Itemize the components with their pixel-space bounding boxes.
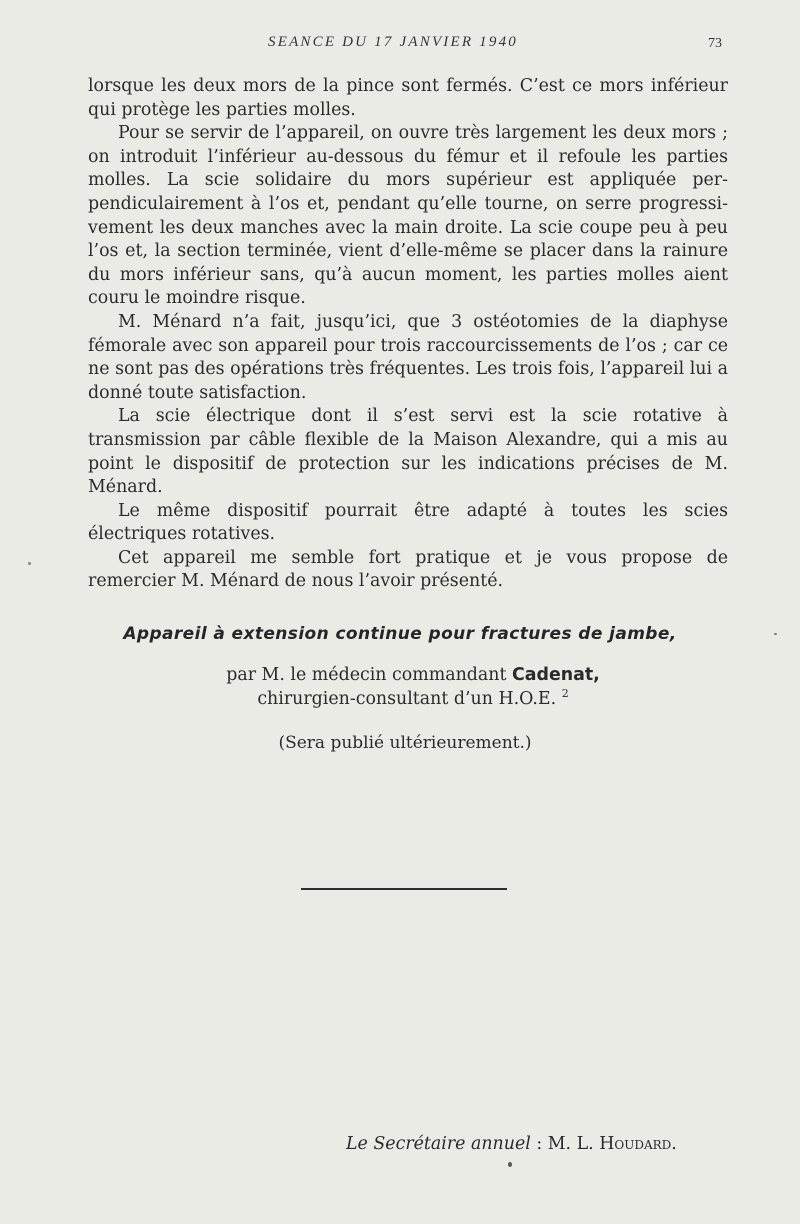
running-head: SEANCE DU 17 JANVIER 1940: [268, 34, 518, 50]
footnote-mark: 2: [561, 686, 569, 700]
ink-speck: [28, 562, 31, 565]
paragraph: M. Ménard n’a fait, jusqu’ici, que 3 ostéotomies de la diaphyse fémorale avec son appareil pour trois raccourcissements de l’os ; car ce ne sont pas des opérations très fréquentes. Les trois fois, l’appareil lui a donné toute satisfaction.: [88, 311, 728, 403]
body-text: [88, 75, 728, 594]
byline-prefix: par M. le médecin commandant: [226, 665, 507, 685]
ink-speck: [774, 633, 777, 635]
section-divider: [301, 888, 507, 890]
paragraph: lorsque les deux mors de la pince sont fermés. C’est ce mors inférieur qui protège les parties molles.: [88, 76, 728, 120]
ink-speck: [508, 1162, 512, 1167]
author-name: Cadenat,: [512, 665, 600, 685]
paragraph: Pour se servir de l’appareil, on ouvre très largement les deux mors ; on introduit l’inférieur au-dessous du fémur et il refoule les parties molles. La scie solidaire du mors supérieur est appliquée perpendiculairement à l’os et, pendant qu’elle tourne, on serre progressivement les deux manches avec la main droite. La scie coupe peu à peu l’os et, la section terminée, vient d’elle-même se placer dans la rainure du mors inférieur sans, qu’à aucun moment, les parties molles aient couru le moindre risque.: [88, 123, 728, 309]
affiliation: chirurgien-consultant d’un H.O.E.: [257, 688, 557, 709]
byline-affiliation-line: [0, 688, 800, 712]
signature: [346, 1134, 677, 1154]
byline: [0, 664, 800, 711]
signature-name-prefix: M. L.: [547, 1134, 594, 1154]
signature-surname: Houdard.: [599, 1134, 677, 1154]
signature-role: Le Secrétaire annuel: [346, 1134, 531, 1154]
article-title: Appareil à extension continue pour fractures de jambe,: [123, 624, 677, 644]
page-number: 73: [708, 36, 722, 51]
paragraph: Le même dispositif pourrait être adapté à toutes les scies électriques rotatives.: [88, 500, 728, 545]
paragraph: Cet appareil me semble fort pratique et je vous propose de remercier M. Ménard de nous l’avoir présenté.: [88, 547, 728, 592]
signature-separator: :: [536, 1134, 543, 1154]
paragraph: La scie électrique dont il s’est servi est la scie rotative à transmission par câble flexible de la Maison Alexandre, qui a mis au point le dispositif de protection sur les indications précises de M. Ménard.: [88, 406, 728, 498]
publication-note: (Sera publié ultérieurement.): [278, 733, 532, 753]
byline-author-line: [0, 664, 800, 688]
